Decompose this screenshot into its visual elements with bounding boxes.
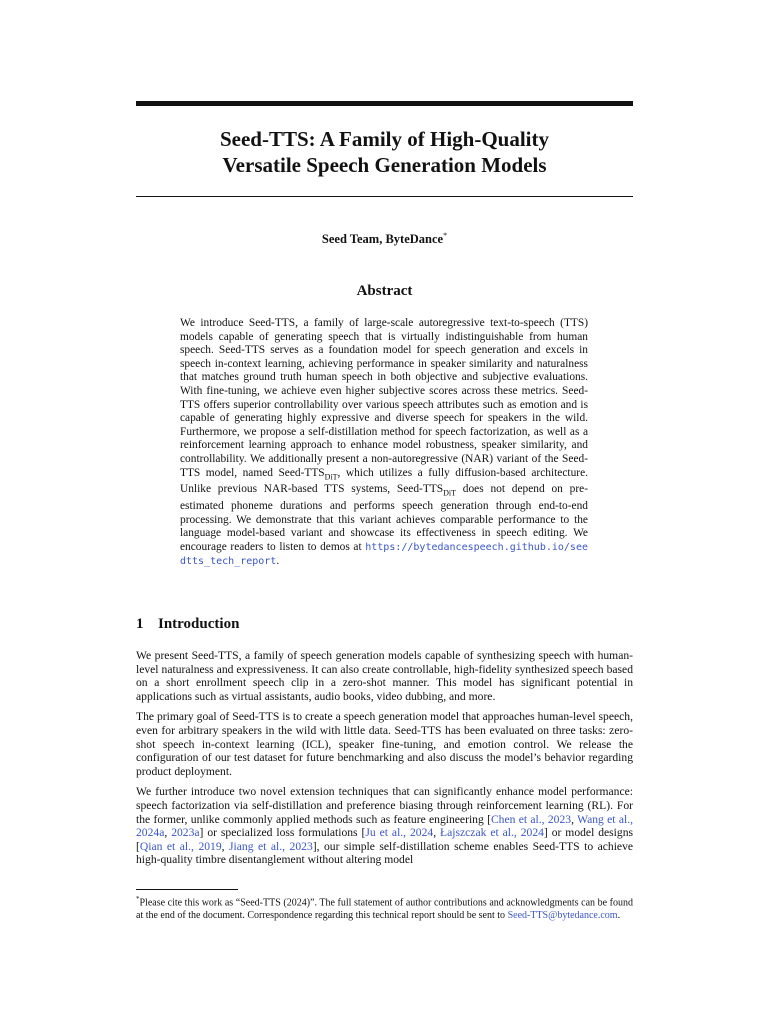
text-span: ] or model designs [	[136, 826, 634, 853]
author-line	[136, 231, 633, 247]
citation-link[interactable]: Wang et al., 2024a	[136, 812, 634, 840]
citation-link[interactable]: Łajszczak et al., 2024	[440, 826, 544, 840]
title-line-2: Versatile Speech Generation Models	[222, 153, 547, 177]
dit-subscript: DiT	[443, 488, 456, 498]
contact-email-link[interactable]: Seed-TTS@bytedance.com	[507, 909, 618, 921]
footnote-rule	[136, 889, 238, 890]
citation-link[interactable]: Chen et al., 2023	[490, 812, 572, 826]
introduction-body	[136, 649, 633, 874]
section-title: Introduction	[158, 616, 240, 632]
abstract-text-2: , which utilizes a fully diffusion-based architecture. Unlike previous NAR-based TTS systems, Seed-TTS	[180, 466, 588, 496]
abstract-body	[180, 317, 588, 568]
footnote	[136, 893, 633, 922]
citation-link[interactable]: 2023a	[171, 826, 200, 840]
footnote-text: Please cite this work as “Seed-TTS (2024)”. The full statement of author contributions and acknowledgments can be found at the end of the document. Correspondence regarding this technical report should be sent to	[136, 897, 633, 921]
abstract-end: .	[276, 554, 280, 567]
demo-url-link[interactable]: https://bytedancespeech.github.io/seedtts_tech_report	[180, 542, 588, 567]
dit-subscript: DiT	[324, 471, 338, 481]
text-span: ,	[164, 826, 172, 840]
text-span: ,	[571, 812, 578, 826]
text-span: ] or specialized loss formulations [	[199, 826, 366, 840]
author-footnote-mark[interactable]: *	[443, 231, 448, 240]
intro-paragraph-3	[136, 785, 633, 867]
title-top-rule	[136, 101, 633, 106]
section-number: 1	[136, 616, 144, 632]
citation-link[interactable]: Jiang et al., 2023	[229, 839, 313, 853]
abstract-text-1: We introduce Seed-TTS, a family of large-scale autoregressive text-to-speech (TTS) models capable of generating speech that is virtually indistinguishable from human speech. Seed-TTS serves as a foundation model for speech generation and excels in speech in-context learning, achieving performance in speaker similarity and naturalness that matches ground truth human speech in both objective and subjective evaluations. With fine-tuning, we achieve even higher subjective scores across these metrics. Seed-TTS offers superior controllability over various speech attributes such as emotion and is capable of generating highly expressive and diverse speech for speakers in the wild. Furthermore, we propose a self-distillation method for speech factorization, as well as a reinforcement learning approach to enhance model robustness, speaker similarity, and controllability. We additionally present a non-autoregressive (NAR) variant of the Seed-TTS model, named Seed-TTS	[180, 317, 588, 479]
citation-link[interactable]: Ju et al., 2024	[365, 826, 434, 840]
citation-link[interactable]: Qian et al., 2019	[139, 839, 222, 853]
abstract-heading: Abstract	[356, 283, 413, 299]
text-span: We further introduce two novel extension techniques that can significantly enhance model performance: speech factorization via self-distillation and preference biasing through reinforcement learning (RL). For the former, unlike commonly applied methods such as feature engineering [	[136, 785, 633, 826]
author-name: Seed Team, ByteDance	[321, 232, 444, 247]
title-bottom-rule	[136, 196, 633, 197]
paper-title	[136, 126, 633, 178]
footnote-end: .	[617, 909, 621, 921]
intro-paragraph-1: We present Seed-TTS, a family of speech generation models capable of synthesizing speech with human-level naturalness and expressiveness. It can also create controllable, high-fidelity synthesized speech based on a short enrollment speech clip in a zero-shot manner. This model has significant potential in applications such as virtual assistants, audio books, video dubbing, and more.	[136, 649, 633, 703]
abstract-text-3: does not depend on pre-estimated phoneme durations and performs speech generation through end-to-end processing. We demonstrate that this variant achieves comparable performance to the language model-based variant and showcase its effectiveness in speech editing. We encourage readers to listen to demos at	[180, 483, 588, 554]
title-line-1: Seed-TTS: A Family of High-Quality	[219, 127, 550, 151]
text-span: ,	[221, 839, 230, 853]
section-heading-introduction	[136, 616, 239, 633]
footnote-mark: *	[136, 895, 140, 903]
text-span: ,	[433, 826, 441, 840]
text-span: ], our simple self-distillation scheme enables Seed-TTS to achieve high-quality timbre disentanglement without altering model	[136, 839, 634, 867]
intro-paragraph-2: The primary goal of Seed-TTS is to create a speech generation model that approaches human-level speech, even for arbitrary speakers in the wild with little data. Seed-TTS has been evaluated on three tasks: zero-shot speech in-context learning (ICL), speaker fine-tuning, and emotion control. We release the configuration of our test dataset for future benchmarking and also discuss the model’s behavior regarding product deployment.	[136, 710, 633, 778]
